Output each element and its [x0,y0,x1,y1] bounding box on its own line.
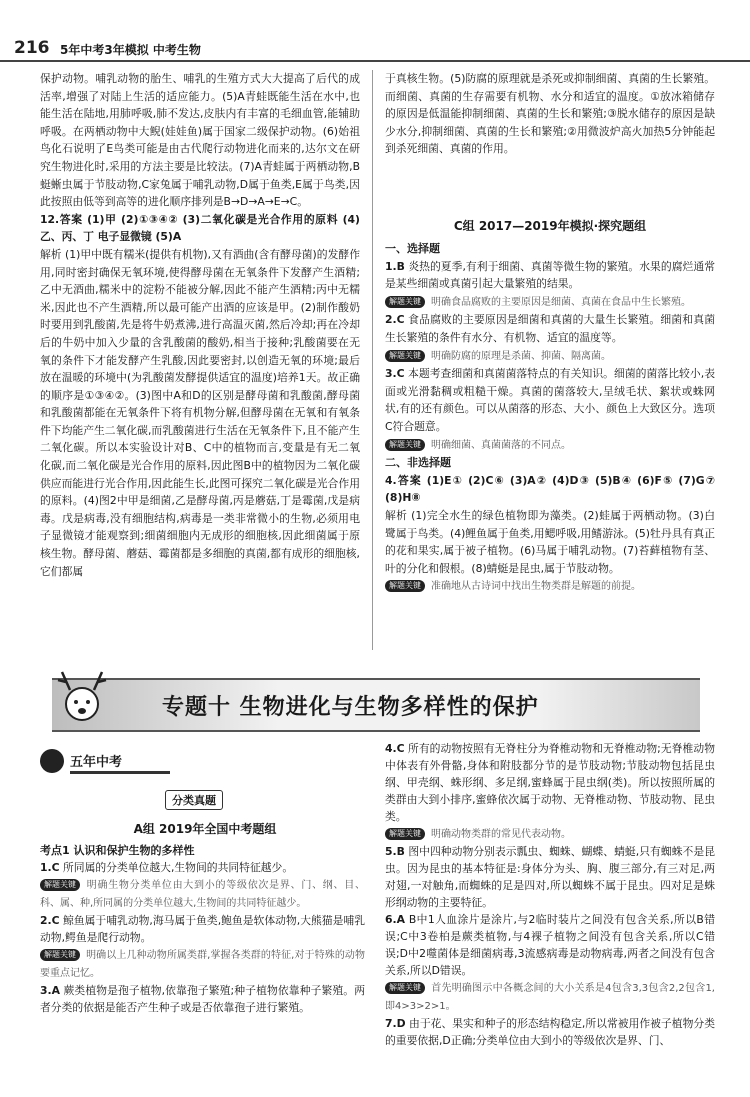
key-tip-badge: 解题关键 [40,879,80,891]
question-item [385,258,715,293]
question-text: 图中四种动物分别表示瓢虫、蜘蛛、蝴蝶、蜻蜓,只有蜘蛛不是昆虫。因为昆虫的基本特征是:身体分为头、胸、腹三部分,有三对足,两对翅,一对触角,而蜘蛛的足是四对,所以蜘蛛不属于昆虫。四对足是蛛形纲动物的主要特征。 [385,845,715,909]
section-heading: 二、非选择题 [385,456,451,470]
tip-line [385,293,715,312]
question-text: 鲸鱼属于哺乳动物,海马属于鱼类,鲍鱼是软体动物,大熊猫是哺乳动物,鳄鱼是爬行动物。 [40,914,366,944]
key-tip-badge: 解题关键 [385,350,425,362]
question-number: 2.C [385,313,405,327]
right-column-questions [385,240,715,596]
key-tip-badge: 解题关键 [385,439,425,451]
question-item [385,843,715,911]
question-number: 5.B [385,845,405,858]
tip-note: 明确动物类群的常见代表动物。 [431,829,571,840]
page-header [0,38,750,60]
question-item [385,311,715,346]
key-tip-badge: 解题关键 [385,982,425,994]
key-tip-badge: 解题关键 [385,296,425,308]
right-column-lower [385,740,715,1049]
question-item [385,740,715,825]
tag-circle-icon [40,749,64,773]
question-text: B中1人血涂片是涂片,与2临时装片之间没有包含关系,所以B错误;C中3卷柏是蕨类植物,与4裸子植物之间没有包含关系,所以C错误;D中2噬菌体是细菌病毒,3流感病毒是动物病毒,两者之间没有包含关系,所以D错误。 [385,913,715,977]
tip-note: 明确生物分类单位由大到小的等级依次是界、门、纲、目、科、属、种,所同属的分类单位越大,生物间的共同特征越少。 [40,880,365,909]
category-tag: 分类真题 [165,790,223,810]
paragraph: 解析 (1)甲中既有糯米(提供有机物),又有酒曲(含有酵母菌)的发酵作用,同时密封确保无氧环境,使得酵母菌在无氧条件下发酵产生酒精;乙中无酒曲,糯米中的淀粉不能被分解,因此不能产生酒精;丙中无糯米,因此也不产生酒精,所以最可能产出酒的应该是甲。(2)制作酸奶时要用到乳酸菌,先是将牛奶煮沸,进行高温灭菌,然后冷却;再在冷却后的牛奶中加入少量的含乳酸菌的酸奶,相当于接种;乳酸菌要在无氧的条件下才能发酵产生乳酸,因此要密封,以创造无氧的环境;最后放在温暖的环境中(为乳酸菌发酵提供适宜的温度)培养1天。故正确的顺序是①③④②。(3)图中A和D的区别是酵母菌和乳酸菌,酵母菌和乳酸菌都能在无氧条件下将有机物分解,但酵母菌在无氧和有氧条件下均能产生二氧化碳,而乳酸菌进行生活在无氧条件下,且不能产生二氧化碳。所以本实验设计对B、C中的植物而言,变量是有无二氧化碳,而二氧化碳是光合作用的原料,因此图B中的植物因为二氧化碳供应而能进行光合作用,因此能生长,此图可探究二氧化碳是光合作用的原料。(4)图2中甲是细菌,乙是酵母菌,丙是蘑菇,丁是霉菌,戊是病毒。戊是病毒,没有细胞结构,病毒是一类非常微小的生物,必须用电子显微镜才能观察到;细菌细胞内无成形的细胞核,因此细菌属于原核生物。酵母菌、蘑菇、霉菌都是多细胞的真菌,都有成形的细胞核,它们都属 [40,247,360,578]
tag-underline [70,771,170,774]
question-text: 由于花、果实和种子的形态结构稳定,所以常被用作被子植物分类的重要依据,D正确;分类单位由大到小的等级依次是界、门、 [385,1017,715,1047]
question-item [385,911,715,979]
tip-note: 明确食品腐败的主要原因是细菌、真菌在食品中生长繁殖。 [431,296,691,308]
chapter-title: 专题十 生物进化与生物多样性的保护 [162,695,539,720]
group-heading: A组 2019年全国中考题组 [133,822,277,836]
tip-line [385,577,715,596]
question-item [385,1015,715,1049]
question-item [40,912,365,946]
paragraph: 保护动物。哺乳动物的胎生、哺乳的生殖方式大大提高了后代的成活率,增强了对陆上生活的适应能力。(5)A青蛙既能生活在水中,也能生活在陆地,用肺呼吸,肺不发达,皮肤内有丰富的毛细血管,能辅助呼吸。在两栖动物中大鲵(娃娃鱼)属于国家二级保护动物。(6)始祖鸟化石说明了E鸟类可能是由古代爬行动物进化而来的,达尔文在研究生物进化时,采用的方法主要是比较法。(7)A青蛙属于两栖动物,B蜓蜥虫属于节肢动物,C家兔属于哺乳动物,D属于鱼类,E属于鸟类,因此按照由低等到高等的进化顺序排列是B→D→A→E→C。 [40,72,360,209]
question-text: 蕨类植物是孢子植物,依靠孢子繁殖;种子植物依靠种子繁殖。两者分类的依据是能否产生种子或是否依靠孢子进行繁殖。 [40,984,365,1014]
book-title: 5年中考3年模拟 中考生物 [60,43,201,57]
question-number: 1.C [40,861,60,874]
section-heading: 一、选择题 [385,242,440,255]
question-text: 本题考查细菌和真菌菌落特点的有关知识。细菌的菌落比较小,表面或光滑黏稠或粗糙干燥。真菌的菌落较大,呈绒毛状、絮状或蛛网状,有的还有颜色。可以从菌落的形态、大小、颜色上大致区分。选项C符合题意。 [385,367,715,433]
left-column-upper [40,70,360,580]
question-number: 3.A [40,984,60,997]
column-divider [372,70,373,650]
question-number: 2.C [40,914,60,927]
tip-line [385,825,715,843]
question-item [385,365,715,435]
chapter-banner [52,678,700,732]
tip-line [385,979,715,1015]
page-number: 216 [14,38,50,58]
tip-note: 首先明确图示中各概念间的大小关系是4包含3,3包含2,2包含1,即4>3>2>1。 [385,983,715,1012]
question-number: 7.D [385,1017,406,1030]
key-tip-badge: 解题关键 [385,828,425,840]
header-rule [0,60,750,62]
question-text: 食品腐败的主要原因是细菌和真菌的大量生长繁殖。细菌和真菌生长繁殖的条件有水分、有机物、适宜的温度等。 [385,313,716,344]
analysis-text: 解析 (1)完全水生的绿色植物即为藻类。(2)蛙属于两栖动物。(3)白鹭属于鸟类。(4)鲤鱼属于鱼类,用鳃呼吸,用鳍游泳。(5)牡丹具有真正的花和果实,属于被子植物。(6)马属于哺乳动物。(7)苔藓植物有茎、叶的分化和假根。(8)蜻蜓是昆虫,属于节肢动物。 [385,508,715,575]
reindeer-mascot-icon [52,660,112,730]
question-number: 6.A [385,913,405,926]
tip-note: 明确细菌、真菌菌落的不同点。 [431,439,571,451]
answer-line: 4.答案 (1)E① (2)C⑥ (3)A② (4)D③ (5)B④ (6)F⑤ (7)G⑦ (8)H⑧ [385,473,715,505]
tip-note: 准确地从古诗词中找出生物类群是解题的前提。 [431,581,641,593]
tip-line [385,436,715,455]
key-tip-badge: 解题关键 [385,580,425,592]
tip-note: 明确防腐的原理是杀菌、抑菌、隔离菌。 [431,350,611,362]
question-item [40,982,365,1016]
topic-heading: 考点1 认识和保护生物的多样性 [40,844,195,857]
question-number: 1.B [385,259,405,273]
tip-line [385,347,715,366]
question-item [40,859,365,876]
question-number: 4.C [385,742,405,755]
question-text: 所有的动物按照有无脊柱分为脊椎动物和无脊椎动物;无脊椎动物中体表有外骨骼,身体和附肢都分节的是节肢动物;节肢动物包括昆虫纲、甲壳纲、蛛形纲、多足纲,蜜蜂属于昆虫纲(类)。所以按照所属的类群由大到小排序,蜜蜂依次属于动物、无脊椎动物、节肢动物、昆虫类。 [385,742,715,823]
answer-line: 12.答案 (1)甲 (2)①③④② (3)二氧化碳是光合作用的原料 (4)乙、丙、丁 电子显微镜 (5)A [40,212,360,244]
five-year-label: 五年中考 [70,755,123,770]
question-text: 所同属的分类单位越大,生物间的共同特征越少。 [62,861,294,874]
question-text: 炎热的夏季,有利于细菌、真菌等微生物的繁殖。水果的腐烂通常是某些细菌或真菌引起大量繁殖的结果。 [385,259,715,291]
tip-line [40,876,365,912]
tip-line [40,946,365,982]
five-year-tag [40,749,170,771]
key-tip-badge: 解题关键 [40,949,80,961]
left-column-lower [40,842,365,1016]
tip-note: 明确以上几种动物所属类群,掌握各类群的特征,对于特殊的动物要重点记忆。 [40,950,365,979]
paragraph: 于真核生物。(5)防腐的原理就是杀死或抑制细菌、真菌的生长繁殖。而细菌、真菌的生存需要有机物、水分和适宜的温度。①放冰箱储存的原因是低温能抑制细菌、真菌的生长和繁殖;③脱水储存的原因是缺少水分,抑制细菌、真菌的生长和繁殖;②用微波炉高火加热5分钟能起到杀死细菌、真菌的作用。 [385,72,715,156]
right-column-upper [385,70,715,158]
question-number: 3.C [385,367,405,381]
group-heading: C组 2017—2019年模拟·探究题组 [453,219,647,233]
